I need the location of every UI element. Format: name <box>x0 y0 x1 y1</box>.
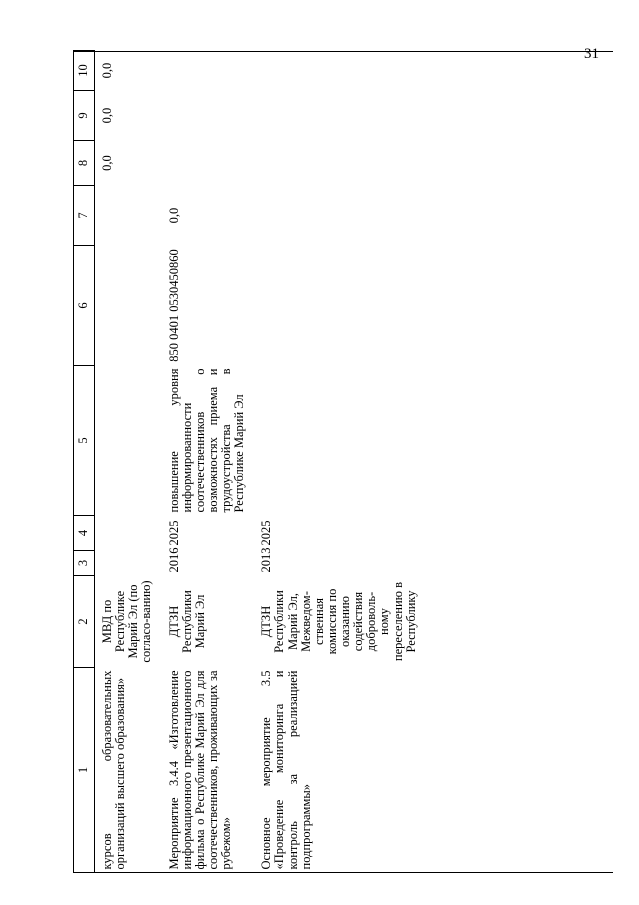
expected-result <box>246 366 418 516</box>
expected-result: повышение уровня информированности соотечественников о возможностях приема и трудоустройства в Республике Марий Эл <box>166 368 247 513</box>
value-col-10: 0,0 <box>100 62 114 79</box>
measure-name: Мероприятие 3.4.4 «Изготовление информационного презентационного фильма о Республике Марий Эл для соотечественников, проживающих за рубежом» <box>166 670 233 870</box>
value-col-7 <box>246 186 418 246</box>
value-col-8 <box>246 141 418 186</box>
expected-result <box>95 366 154 516</box>
col-header-5: 5 <box>74 366 95 516</box>
start-year: 2013 <box>259 547 274 573</box>
col-header-4: 4 <box>74 516 95 551</box>
value-col-9 <box>246 91 418 141</box>
col-header-2: 2 <box>74 576 95 668</box>
program-table-rotated <box>73 51 613 873</box>
value-col-7 <box>95 186 154 246</box>
program-table <box>73 50 418 873</box>
column-number-row <box>74 51 95 873</box>
value-col-8: 0,0 <box>100 155 114 171</box>
end-year: 2025 <box>259 520 274 546</box>
col-header-9: 9 <box>74 91 95 141</box>
value-col-9 <box>154 91 247 141</box>
responsible-executor: ДТЗН Республики Марий Эл, Межведом-ственная комиссия по оказанию содействия доброволь-ному переселению в Республику <box>259 581 418 662</box>
table-row <box>246 51 418 873</box>
measure-name: курсов образовательных организаций высшего образования» <box>100 670 128 870</box>
table-row <box>95 51 154 873</box>
col-header-7: 7 <box>74 186 95 246</box>
value-col-7: 0,0 <box>166 207 181 224</box>
budget-code <box>95 246 154 366</box>
budget-code <box>246 246 418 366</box>
measure-name: Основное мероприятие 3.5 «Проведение мониторинга и контроль за реализацией подпрограммы» <box>259 670 313 870</box>
start-year: 2016 <box>166 547 181 573</box>
col-header-6: 6 <box>74 246 95 366</box>
value-col-8 <box>154 141 247 186</box>
start-year <box>95 551 154 576</box>
end-year: 2025 <box>166 520 181 546</box>
value-col-10 <box>154 51 247 91</box>
budget-code: 850 0401 0530450860 <box>166 249 181 362</box>
responsible-executor: ДТЗН Республики Марий Эл <box>166 590 207 653</box>
col-header-3: 3 <box>74 551 95 576</box>
responsible-executor: МВД по Республике Марий Эл (по согласо-ванию) <box>100 580 154 663</box>
col-header-8: 8 <box>74 141 95 186</box>
end-year <box>95 516 154 551</box>
value-col-10 <box>246 51 418 91</box>
page-number: 31 <box>584 46 599 62</box>
value-col-9: 0,0 <box>100 107 114 124</box>
col-header-1: 1 <box>74 668 95 873</box>
table-row <box>154 51 247 873</box>
col-header-10: 10 <box>74 51 95 91</box>
